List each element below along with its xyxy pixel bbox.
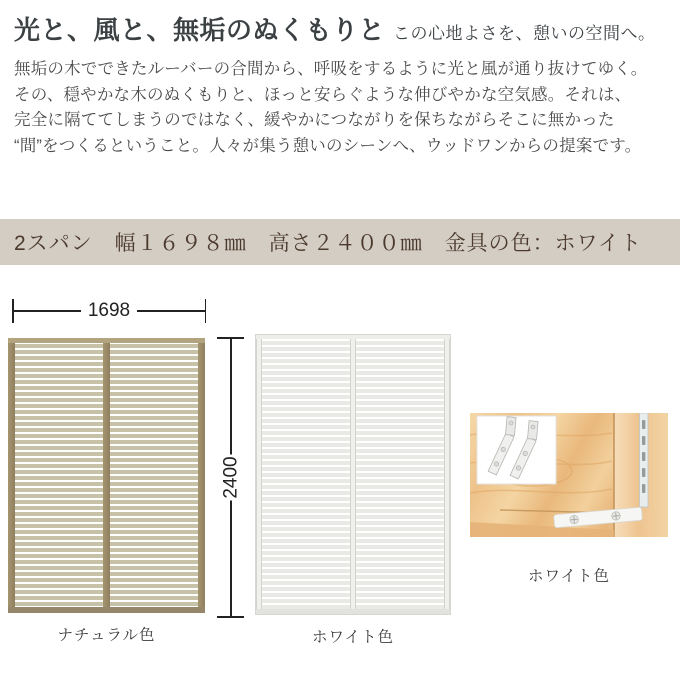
screw-icon: [611, 511, 620, 520]
description-line: “間”をつくるということ。人々が集う憩いのシーンへ、ウッドワンからの提案です。: [14, 137, 642, 156]
width-dimension-label: 1698: [87, 300, 131, 321]
dimension-tick: [217, 616, 244, 618]
panel-bottom-rail: [8, 607, 205, 613]
panel-bottom-rail: [256, 609, 450, 614]
description-line: 完全に隔ててしまうのではなく、緩やかにつながりを保ちながらそこに無かった: [14, 111, 615, 130]
product-description: [14, 57, 676, 160]
width-dimension-line: [12, 299, 206, 323]
louver-panel-white: [255, 334, 451, 615]
panel-post: [103, 338, 110, 613]
spec-banner: [0, 219, 680, 265]
panel-post: [444, 335, 450, 614]
hardware-color-label: ホワイト色: [527, 568, 611, 585]
hardware-photo: [470, 413, 668, 537]
dimension-tick: [217, 337, 244, 339]
metal-slotted-strip: [640, 413, 649, 507]
description-line: その、穏やかな木のぬくもりと、ほっと安らぐような伸びやかな空気感。それは、: [14, 85, 632, 104]
dimension-line: [14, 310, 81, 312]
panel-top-rail: [8, 338, 205, 343]
louver-panel-natural: [8, 338, 205, 613]
panel-post: [350, 335, 356, 614]
spec-banner-text: 2スパン 幅１６９８㎜ 高さ２４００㎜ 金具の色：ホワイト: [14, 232, 643, 255]
catchphrase-main: 光と、風と、無垢のぬくもりと: [14, 15, 386, 45]
panel-post: [198, 338, 205, 613]
bracket-inset: [477, 416, 556, 484]
natural-color-label: ナチュラル色: [57, 627, 156, 644]
catchphrase-sub: この心地よさを、憩いの空間へ。: [393, 24, 656, 43]
panel-top-rail: [256, 335, 450, 339]
product-catchphrase: [14, 10, 674, 47]
description-line: 無垢の木でできたルーバーの合間から、呼吸をするように光と風が通り抜けてゆく。: [14, 60, 648, 78]
screw-icon: [570, 515, 579, 524]
panel-post: [256, 335, 262, 614]
dimension-line: [137, 310, 204, 312]
white-color-label: ホワイト色: [311, 629, 395, 646]
dimension-tick: [205, 299, 207, 323]
height-dimension-label: 2400: [220, 456, 242, 499]
panel-post: [8, 338, 15, 613]
